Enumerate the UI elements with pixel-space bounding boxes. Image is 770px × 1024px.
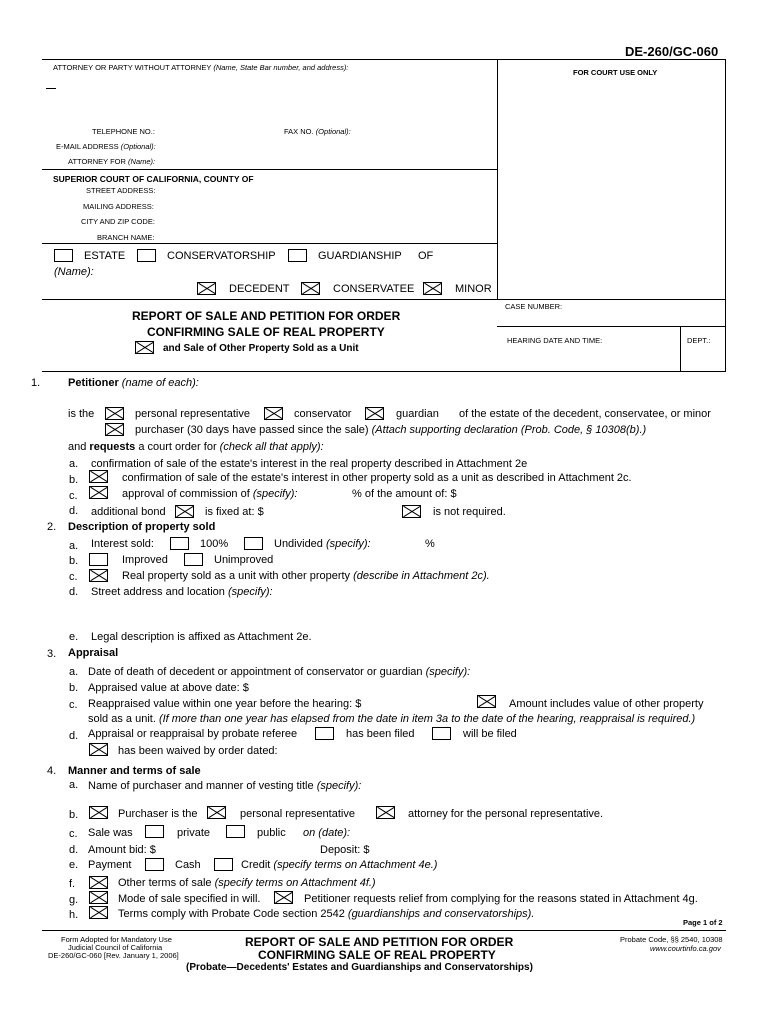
s2-improved-label: Improved [122,554,168,566]
s1-is-the: is the [68,408,95,420]
s1-guardian-checkbox[interactable] [365,407,384,420]
s1-b-letter: b. [69,474,79,486]
s3-c-incl: Amount includes value of other property [509,698,704,710]
s1-head: Petitioner (name of each): [68,377,199,389]
s4-b-text: Purchaser is the [118,808,198,820]
guardianship-checkbox[interactable] [288,249,307,262]
s1-d-fixed-checkbox[interactable] [175,505,194,518]
s3-c2: sold as a unit. (If more than one year has elapsed from the date in item 3a to the date of the hearing, reappraisal is required.) [88,713,696,725]
footer-web[interactable]: www.courtinfo.ca.gov [650,944,721,953]
page-number: Page 1 of 2 [683,918,723,927]
s2-a-text: Interest sold: [91,538,154,550]
s4-private-checkbox[interactable] [145,825,164,838]
header-top-rule [42,59,726,60]
s2-d-letter: d. [69,586,79,598]
footer-rule [42,930,726,931]
s4-h-checkbox[interactable] [89,906,108,919]
case-number-label: CASE NUMBER: [505,302,563,311]
rule-title [42,299,726,300]
footer-adopted: Form Adopted for Mandatory Use [61,935,172,944]
conservatorship-label: CONSERVATORSHIP [167,250,276,262]
s4-g-text: Mode of sale specified in will. [118,893,261,905]
title-line2: CONFIRMING SALE OF REAL PROPERTY [147,325,385,339]
rule-caption [42,243,498,244]
s4-credit: Credit (specify terms on Attachment 4e.) [241,859,438,871]
s3-c-incl-checkbox[interactable] [477,695,496,708]
s2-e-letter: e. [69,631,79,643]
s4-d-letter: d. [69,844,79,856]
s4-g2-text: Petitioner requests relief from complying for the reasons stated in Attachment 4g. [304,893,698,905]
mailing-label: MAILING ADDRESS: [83,202,154,211]
court-label: SUPERIOR COURT OF CALIFORNIA, COUNTY OF [53,174,254,184]
s1-d-not-checkbox[interactable] [402,505,421,518]
s2-100-label: 100% [200,538,229,550]
s3-filed: has been filed [346,728,415,740]
s1-estate-of: of the estate of the decedent, conservatee, or minor [459,408,711,420]
s4-f-text: Other terms of sale (specify terms on Attachment 4f.) [118,877,376,889]
s1-a-text: confirmation of sale of the estate's interest in the real property described in Attachment 2e [91,458,528,470]
s4-b-pr-checkbox[interactable] [207,806,226,819]
footer-title3: (Probate—Decedents' Estates and Guardianships and Conservatorships) [186,962,533,973]
s2-undivided-label: Undivided (specify): [274,538,371,550]
header-bottom-rule [42,371,726,372]
s4-a-letter: a. [69,779,79,791]
s4-e-letter: e. [69,859,79,871]
decedent-label: DECEDENT [229,283,290,295]
name-dash [46,88,56,89]
right-border [725,59,726,371]
s4-public-checkbox[interactable] [226,825,245,838]
form-id: DE-260/GC-060 [625,44,719,59]
s4-b-atty: attorney for the personal representative. [408,808,604,820]
s1-d-letter: d. [69,505,79,517]
conservatee-checkbox[interactable] [301,282,320,295]
dept-label: DEPT.: [687,336,711,345]
s2-a-letter: a. [69,540,79,552]
footer-code: Probate Code, §§ 2540, 10308 [620,935,723,944]
estate-checkbox[interactable] [54,249,73,262]
of-label: OF [418,250,434,262]
s4-b-pr: personal representative [240,808,355,820]
footer-title1: REPORT OF SALE AND PETITION FOR ORDER [245,935,514,949]
conservatee-label: CONSERVATEE [333,283,415,295]
s4-g-checkbox[interactable] [89,891,108,904]
s1-num: 1. [31,377,41,389]
attorney-label: ATTORNEY OR PARTY WITHOUT ATTORNEY (Name, State Bar number, and address): [53,63,349,72]
s4-f-checkbox[interactable] [89,876,108,889]
s4-g2-checkbox[interactable] [274,891,293,904]
s4-h-text: Terms comply with Probate Code section 2542 (guardianships and conservatorships). [118,908,535,920]
footer-title2: CONFIRMING SALE OF REAL PROPERTY [258,948,496,962]
s2-unimproved-label: Unimproved [214,554,274,566]
s3-d-letter: d. [69,730,79,742]
s3-b-text: Appraised value at above date: $ [88,682,249,694]
s2-c-letter: c. [69,571,78,583]
s3-waived-checkbox[interactable] [89,743,108,756]
s4-b-checkbox[interactable] [89,806,108,819]
minor-label: MINOR [455,283,492,295]
s4-c-text: Sale was [88,827,133,839]
city-label: CITY AND ZIP CODE: [81,217,155,226]
s1-purchaser-checkbox[interactable] [105,423,124,436]
s3-head: Appraisal [68,647,119,659]
s1-d-fixed: is fixed at: $ [205,506,264,518]
other-property-checkbox[interactable] [135,341,154,354]
s2-unimproved-checkbox[interactable] [184,553,203,566]
s4-private: private [177,827,211,839]
name-label: (Name): [54,266,94,278]
s3-c-text: Reappraised value within one year before the hearing: $ [88,698,362,710]
s3-will-checkbox[interactable] [432,727,451,740]
s1-pr-checkbox[interactable] [105,407,124,420]
s4-head: Manner and terms of sale [68,765,201,777]
s4-cash: Cash [175,859,201,871]
s4-num: 4. [47,765,57,777]
s2-pct: % [425,538,435,550]
fax-label: FAX NO. (Optional): [284,127,351,136]
court-use-label: FOR COURT USE ONLY [573,68,658,77]
s3-will: will be filed [463,728,517,740]
s3-d-text: Appraisal or reappraisal by probate referee [88,728,298,740]
guardianship-label: GUARDIANSHIP [318,250,402,262]
s4-e-text: Payment [88,859,132,871]
s2-e-text: Legal description is affixed as Attachment 2e. [91,631,312,643]
s3-filed-checkbox[interactable] [315,727,334,740]
email-label: E-MAIL ADDRESS (Optional): [56,142,156,151]
s2-c-checkbox[interactable] [89,569,108,582]
decedent-checkbox[interactable] [197,282,216,295]
s4-public: public [257,827,286,839]
s4-b-letter: b. [69,809,79,821]
s1-purchaser-label: purchaser (30 days have passed since the sale) (Attach supporting declaration (Prob. Code, § 10308(b).) [135,424,647,436]
s4-d-text: Amount bid: $ [88,844,156,856]
s3-c-letter: c. [69,699,78,711]
s1-c-checkbox[interactable] [89,486,108,499]
s4-deposit: Deposit: $ [320,844,370,856]
s1-guardian-label: guardian [396,408,439,420]
conservatorship-checkbox[interactable] [137,249,156,262]
s4-b-atty-checkbox[interactable] [376,806,395,819]
minor-checkbox[interactable] [423,282,442,295]
s3-waived: has been waived by order dated: [118,745,278,757]
s3-num: 3. [47,648,57,660]
s3-a-letter: a. [69,666,79,678]
s4-f-letter: f. [69,878,76,890]
s4-c-letter: c. [69,828,78,840]
s2-head: Description of property sold [68,521,216,533]
attorney-for-label: ATTORNEY FOR (Name): [68,157,156,166]
rule-case [497,326,726,327]
s1-requests: and requests a court order for (check all that apply): [68,441,324,453]
dept-divider [680,326,681,371]
s3-a-text: Date of death of decedent or appointment of conservator or guardian (specify): [88,666,471,678]
s2-improved-checkbox[interactable] [89,553,108,566]
s2-num: 2. [47,521,57,533]
s2-b-letter: b. [69,555,79,567]
s1-b-checkbox[interactable] [89,470,108,483]
s1-d-text: additional bond [91,506,166,518]
s4-on-date: on (date): [303,827,351,839]
s2-100-checkbox[interactable] [170,537,189,550]
s2-undivided-checkbox[interactable] [244,537,263,550]
telephone-label: TELEPHONE NO.: [92,127,155,136]
estate-label: ESTATE [84,250,126,262]
s1-conservator-checkbox[interactable] [264,407,283,420]
s4-a-text: Name of purchaser and manner of vesting title (specify): [88,780,362,792]
s1-c-text: approval of commission of (specify): [122,488,298,500]
branch-label: BRANCH NAME: [97,233,155,242]
s1-c-pct: % of the amount of: $ [352,488,457,500]
s4-h-letter: h. [69,909,79,921]
s3-b-letter: b. [69,682,79,694]
s1-conservator-label: conservator [294,408,352,420]
s1-pr-label: personal representative [135,408,250,420]
s2-d-text: Street address and location (specify): [91,586,273,598]
rule-court [42,169,498,170]
title-line3: and Sale of Other Property Sold as a Unit [163,343,359,354]
s4-credit-checkbox[interactable] [214,858,233,871]
s1-b-text: confirmation of sale of the estate's interest in other property sold as a unit as described in Attachment 2c. [122,472,632,484]
court-use-divider [497,59,498,299]
hearing-label: HEARING DATE AND TIME: [507,336,603,345]
footer-rev: DE-260/GC-060 [Rev. January 1, 2006] [48,951,179,960]
s4-g-letter: g. [69,894,79,906]
s4-cash-checkbox[interactable] [145,858,164,871]
title-line1: REPORT OF SALE AND PETITION FOR ORDER [132,309,401,323]
s1-c-letter: c. [69,490,78,502]
s2-c-text: Real property sold as a unit with other property (describe in Attachment 2c). [122,570,490,582]
footer-council: Judicial Council of California [68,943,163,952]
s1-d-not: is not required. [433,506,506,518]
s1-a-letter: a. [69,458,79,470]
street-label: STREET ADDRESS: [86,186,156,195]
